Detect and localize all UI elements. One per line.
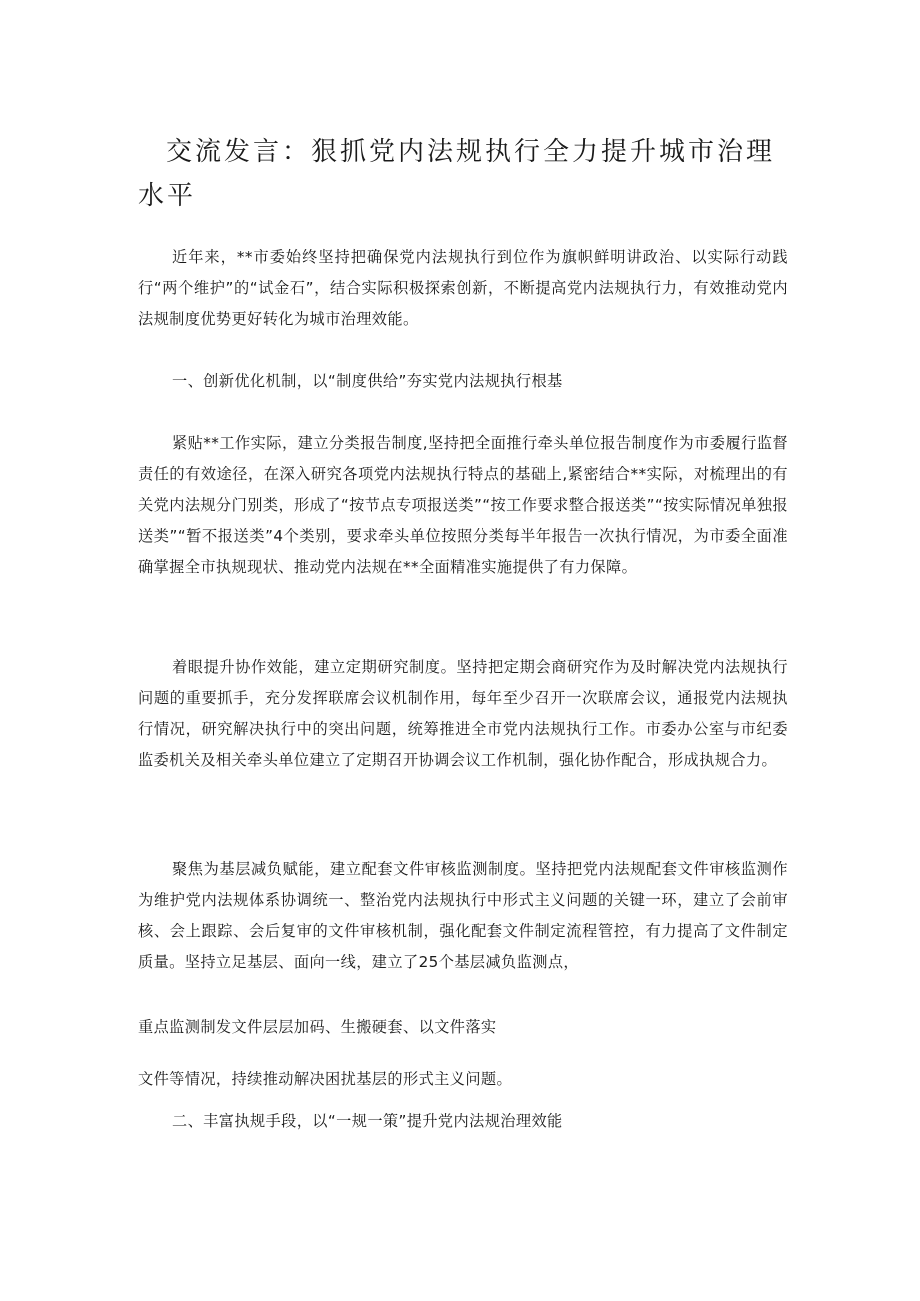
paragraph-reporting-system: 紧贴**工作实际，建立分类报告制度,坚持把全面推行牵头单位报告制度作为市委履行监督责任的有效途径，在深入研究各项党内法规执行特点的基础上,紧密结合**实际，对梳理出的有关党内法规分门别类，形成了“按节点专项报送类”“按工作要求整合报送类”“按实际情况单独报送类”“暂不报送类”4个类别，要求牵头单位按照分类每半年报告一次执行情况，为市委全面准确掌握全市执规现状、推动党内法规在**全面精准实施提供了有力保障。 <box>138 434 788 576</box>
section-heading-1: 一、创新优化机制，以“制度供给”夯实党内法规执行根基 <box>172 372 563 390</box>
intro-paragraph: 近年来，**市委始终坚持把确保党内法规执行到位作为旗帜鲜明讲政治、以实际行动践行“两个维护”的“试金石”，结合实际积极探索创新，不断提高党内法规执行力，有效推动党内法规制度优势更好转化为城市治理效能。 <box>138 248 788 328</box>
paragraph-regular-research: 着眼提升协作效能，建立定期研究制度。坚持把定期会商研究作为及时解决党内法规执行问题的重要抓手，充分发挥联席会议机制作用，每年至少召开一次联席会议，通报党内法规执行情况，研究解决执行中的突出问题，统筹推进全市党内法规执行工作。市委办公室与市纪委监委机关及相关牵头单位建立了定期召开协调会议工作机制，强化协作配合，形成执规合力。 <box>138 658 788 769</box>
section-heading-2: 二、丰富执规手段，以“一规一策”提升党内法规治理效能 <box>172 1112 563 1130</box>
paragraph-document-review-line-b: 文件等情况，持续推动解决困扰基层的形式主义问题。 <box>138 1070 513 1088</box>
paragraph-document-review-line-a: 重点监测制发文件层层加码、生搬硬套、以文件落实 <box>138 1018 497 1036</box>
document-title: 交流发言：狠抓党内法规执行全力提升城市治理水平 <box>138 137 776 211</box>
paragraph-document-review: 聚焦为基层减负赋能，建立配套文件审核监测制度。坚持把党内法规配套文件审核监测作为维护党内法规体系协调统一、整治党内法规执行中形式主义问题的关键一环，建立了会前审核、会上跟踪、会后复审的文件审核机制，强化配套文件制定流程管控，有力提高了文件制定质量。坚持立足基层、面向一线，建立了25个基层减负监测点， <box>138 860 788 971</box>
